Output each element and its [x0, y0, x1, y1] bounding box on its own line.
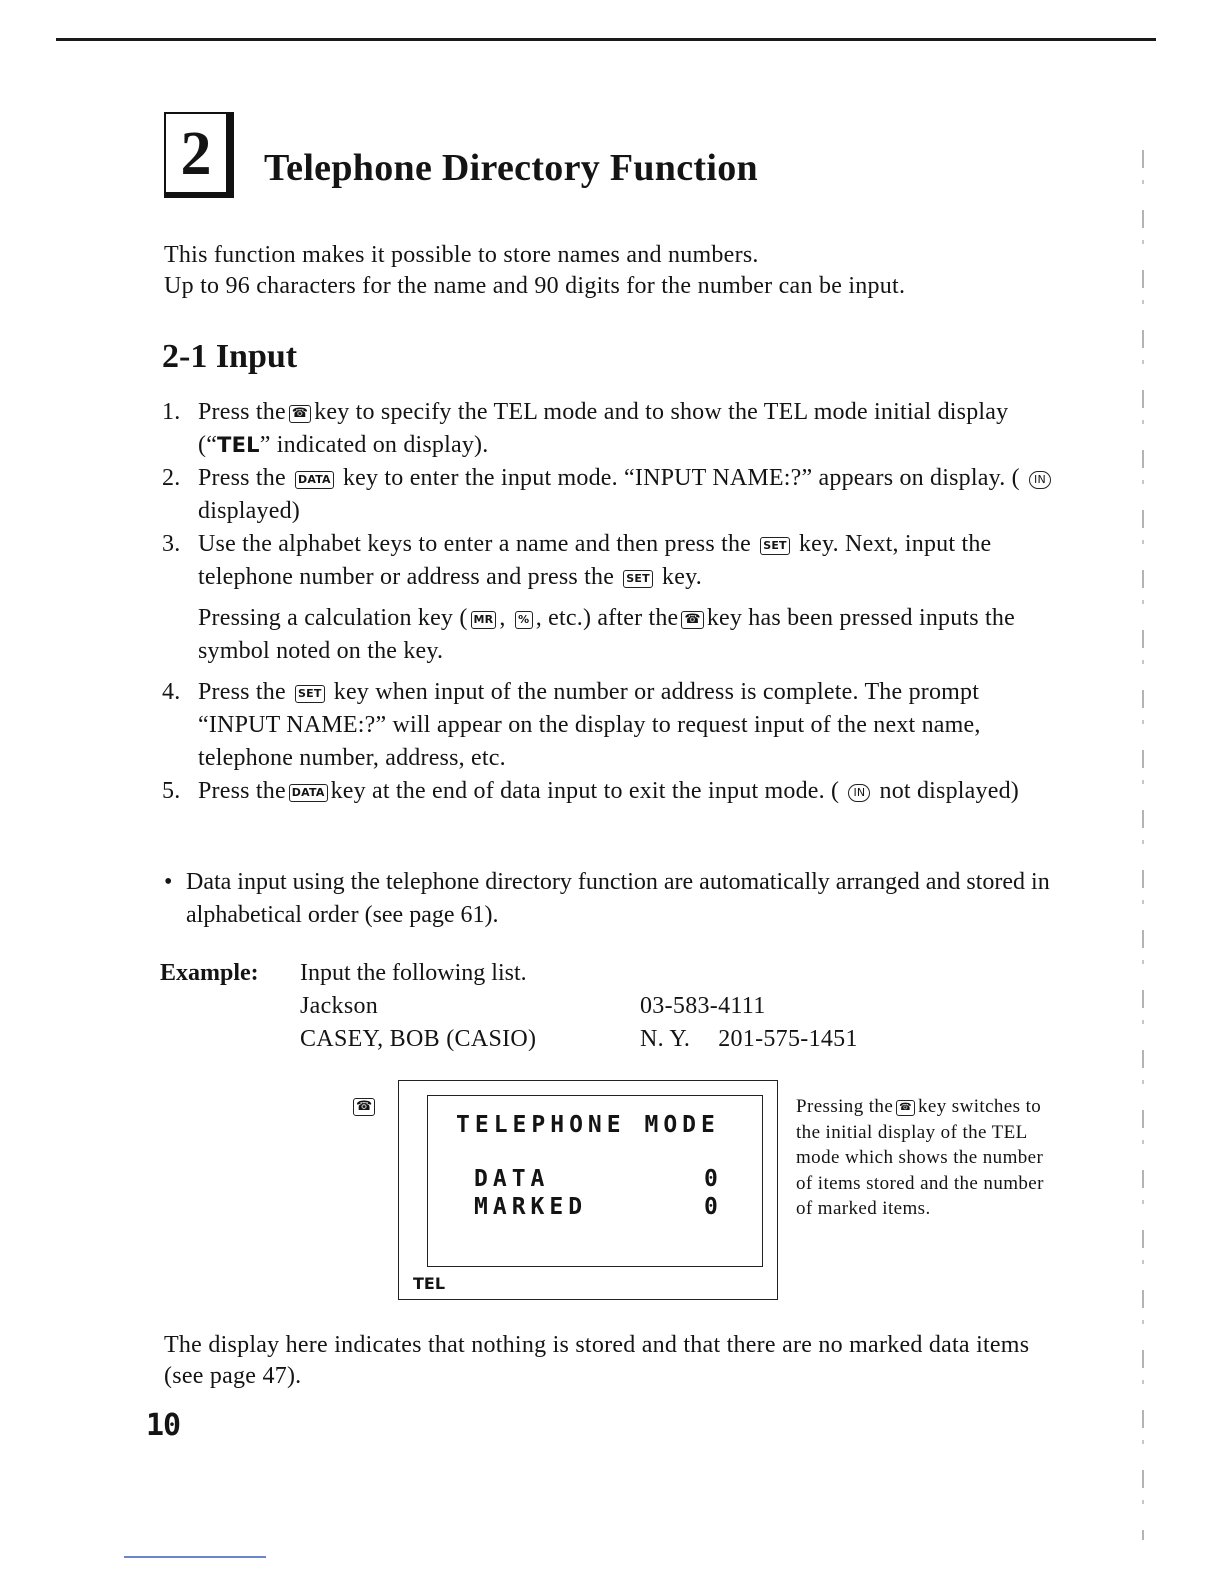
step-3	[160, 528, 1060, 668]
step-text: Press the	[198, 778, 286, 804]
step-5	[160, 775, 1060, 808]
note-text: key switches to the initial display of the TEL mode which shows the number of items stored and the number of marked items.	[796, 1096, 1044, 1219]
step-text: key. Next, input the telephone number or address and press the	[198, 531, 992, 590]
step-text: Press the	[198, 465, 286, 491]
tel-indicator-text: TEL	[217, 433, 260, 457]
tel-key-icon: ☎	[353, 1098, 375, 1116]
step-text: Press the	[198, 679, 286, 705]
example-value	[640, 993, 766, 1020]
lcd-data-label: DATA	[474, 1166, 550, 1192]
example-name: CASEY, BOB (CASIO)	[300, 1026, 537, 1052]
example-intro: Input the following list.	[300, 960, 527, 986]
step-2	[160, 462, 1060, 528]
intro-line-2: Up to 96 characters for the name and 90 digits for the number can be input.	[164, 273, 906, 299]
note-text: Pressing a calculation key (	[198, 605, 468, 631]
step-text: key to specify the TEL mode and to show the TEL mode initial display (“	[198, 399, 1009, 458]
data-key-icon: DATA	[295, 471, 334, 489]
closing-paragraph: The display here indicates that nothing is stored and that there are no marked data items (see page 47).	[164, 1332, 1030, 1389]
step-text: key.	[662, 564, 702, 590]
step-4	[160, 676, 1060, 775]
bottom-rule	[124, 1556, 266, 1558]
intro-line-1: This function makes it possible to store names and numbers.	[164, 242, 759, 268]
step-number: 4.	[162, 679, 181, 705]
in-indicator-icon: IN	[1029, 471, 1051, 489]
note-text: Pressing the	[796, 1096, 894, 1117]
lcd-marked-value: 0	[704, 1194, 723, 1220]
step-text: displayed)	[198, 498, 300, 524]
step-3-note	[198, 602, 1060, 668]
lcd-display	[398, 1080, 778, 1300]
step-number: 5.	[162, 778, 181, 804]
mr-key-icon: MR	[471, 611, 497, 629]
note-text: , etc.) after the	[535, 605, 679, 631]
percent-key-icon: %	[515, 611, 533, 629]
example-name: Jackson	[300, 993, 379, 1019]
page-number: 10	[146, 1408, 181, 1443]
step-text: key to enter the input mode. “INPUT NAME:?” appears on display. (	[342, 465, 1020, 491]
bullet-mark: •	[164, 869, 173, 895]
step-text: Press the	[198, 399, 286, 425]
lcd-screen	[427, 1095, 763, 1267]
steps-list	[160, 396, 1060, 808]
side-note	[796, 1094, 1056, 1222]
operation-key	[350, 1098, 378, 1117]
bullet-text: Data input using the telephone directory function are automatically arranged and stored in alphabetical order (see page 61).	[186, 869, 1050, 928]
lcd-data-value: 0	[704, 1166, 723, 1192]
step-text: not displayed)	[879, 778, 1019, 804]
note-text: ,	[499, 605, 506, 631]
step-number: 3.	[162, 531, 181, 557]
set-key-icon: SET	[760, 537, 790, 555]
data-key-icon: DATA	[289, 784, 328, 802]
step-text: ” indicated on display).	[259, 432, 489, 458]
example-value	[640, 1026, 858, 1053]
scan-edge-marks	[1142, 150, 1144, 1540]
set-key-icon: SET	[295, 685, 325, 703]
lcd-status-indicator: TEL	[413, 1274, 446, 1293]
example-number: 201-575-1451	[718, 1026, 858, 1052]
set-key-icon: SET	[623, 570, 653, 588]
example-row	[300, 993, 766, 1020]
example-label: Example:	[160, 960, 259, 986]
step-text: key at the end of data input to exit the input mode. (	[330, 778, 840, 804]
example-number: 03-583-4111	[640, 993, 766, 1019]
lcd-line-mode: TELEPHONE MODE	[456, 1112, 720, 1138]
intro-paragraph	[164, 240, 1064, 302]
example-city: N. Y.	[640, 1026, 691, 1052]
chapter-title: Telephone Directory Function	[264, 147, 758, 189]
tel-key-icon: ☎	[896, 1100, 915, 1116]
in-indicator-icon: IN	[848, 784, 870, 802]
tel-key-icon: ☎	[289, 405, 311, 423]
section-title: 2-1 Input	[162, 338, 298, 375]
top-rule	[56, 38, 1156, 41]
step-1	[160, 396, 1060, 462]
step-text: key when input of the number or address is complete. The prompt “INPUT NAME:?” will appear on the display to request input of the next name, telephone number, address, etc.	[198, 679, 981, 771]
chapter-number-box: 2	[164, 112, 234, 198]
step-text: Use the alphabet keys to enter a name and then press the	[198, 531, 752, 557]
lcd-marked-label: MARKED	[474, 1194, 588, 1220]
note-text: key has been pressed inputs the symbol noted on the key.	[198, 605, 1015, 664]
example-row	[300, 1026, 858, 1053]
step-number: 1.	[162, 399, 181, 425]
tel-key-icon: ☎	[681, 611, 703, 629]
step-number: 2.	[162, 465, 181, 491]
bullet-note	[164, 866, 1064, 932]
